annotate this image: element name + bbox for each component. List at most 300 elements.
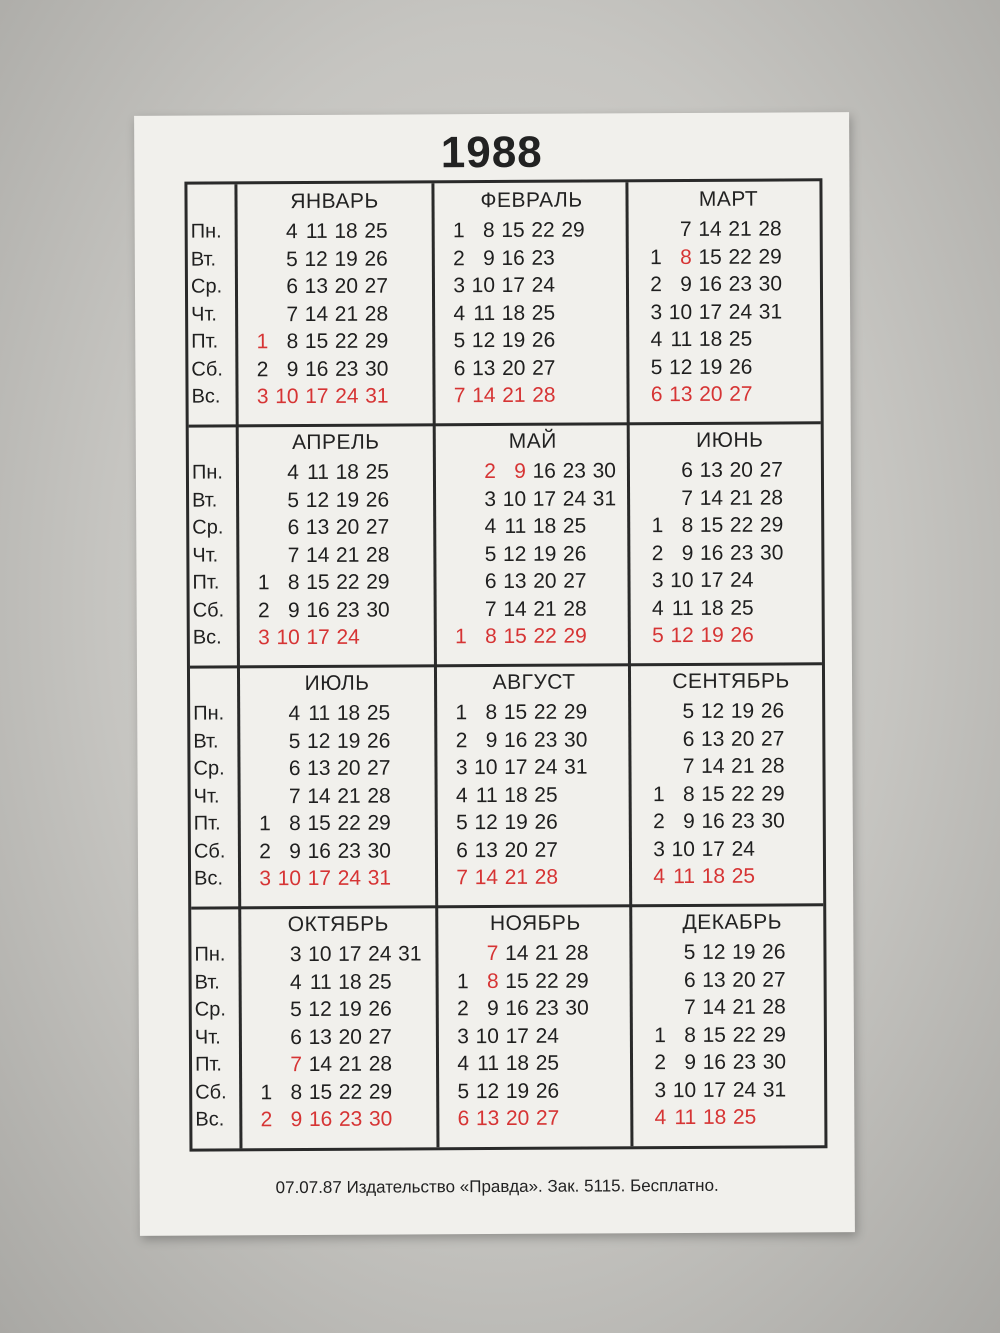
day-number: 12 — [306, 729, 331, 753]
weekday-label: Чт. — [192, 543, 219, 567]
day-number: 30 — [762, 1050, 787, 1074]
day-number: 24 — [730, 568, 754, 592]
day-number: 27 — [762, 967, 786, 992]
day-number: 5 — [683, 940, 696, 965]
day-number: 3 — [650, 300, 663, 324]
day-number: 8 — [290, 1080, 303, 1104]
day-number: 25 — [731, 864, 756, 888]
day-number: 26 — [534, 810, 558, 834]
day-number: 1 — [654, 1023, 666, 1047]
day-number: 15 — [699, 513, 724, 537]
day-number: 3 — [455, 756, 468, 780]
day-number: 8 — [681, 513, 694, 538]
day-number: 19 — [698, 355, 723, 379]
day-number: 4 — [484, 514, 497, 539]
day-number: 20 — [337, 756, 361, 780]
day-number: 12 — [700, 699, 725, 723]
day-number: 19 — [532, 542, 557, 566]
day-number: 23 — [337, 839, 361, 863]
month-block — [635, 904, 830, 1146]
day-number: 11 — [670, 327, 693, 352]
weekday-label: Вт. — [194, 970, 220, 994]
day-number: 1 — [455, 701, 468, 725]
day-number: 8 — [682, 782, 695, 806]
day-number: 4 — [654, 1106, 667, 1130]
day-number: 2 — [484, 459, 496, 484]
day-number: 30 — [364, 357, 389, 381]
day-number: 3 — [484, 487, 497, 511]
day-number: 7 — [681, 486, 694, 510]
day-number: 25 — [364, 219, 388, 243]
day-number: 13 — [700, 727, 725, 751]
day-number: 30 — [761, 809, 785, 833]
day-number: 27 — [364, 274, 389, 298]
day-number: 14 — [503, 597, 527, 621]
day-number: 5 — [286, 247, 298, 271]
day-number: 31 — [762, 1077, 787, 1102]
day-number: 24 — [335, 384, 359, 408]
day-number: 12 — [502, 542, 527, 566]
day-number: 6 — [484, 569, 497, 594]
day-number: 21 — [335, 543, 360, 567]
day-number: 26 — [366, 729, 391, 753]
day-number: 21 — [338, 1052, 363, 1076]
month-name: АПРЕЛЬ — [291, 430, 380, 455]
day-number: 31 — [367, 866, 392, 890]
day-number: 30 — [592, 459, 616, 483]
day-number: 5 — [456, 811, 468, 835]
day-number: 13 — [669, 382, 693, 407]
day-number: 30 — [563, 728, 588, 752]
day-number: 2 — [257, 598, 270, 622]
day-number: 25 — [368, 970, 392, 994]
day-number: 31 — [398, 942, 422, 966]
day-number: 18 — [504, 783, 528, 807]
day-number: 15 — [702, 1023, 726, 1047]
day-number: 16 — [699, 541, 724, 565]
day-number: 12 — [471, 328, 496, 353]
day-number: 23 — [338, 1107, 363, 1131]
day-number: 24 — [534, 755, 558, 779]
day-number: 28 — [368, 1052, 393, 1076]
day-number: 22 — [531, 218, 555, 242]
day-number: 31 — [592, 486, 617, 510]
month-block — [437, 664, 632, 906]
day-number: 12 — [702, 940, 726, 964]
day-number: 26 — [562, 542, 587, 566]
calendar-year: 1988 — [440, 127, 543, 178]
day-number: 22 — [731, 782, 755, 806]
day-number: 6 — [290, 1025, 302, 1049]
day-number: 27 — [531, 356, 556, 380]
day-number: 19 — [335, 488, 360, 512]
day-number: 22 — [334, 329, 359, 353]
day-number: 15 — [701, 782, 725, 806]
day-number: 21 — [504, 865, 529, 889]
day-number: 9 — [681, 541, 694, 565]
day-number: 11 — [309, 970, 332, 994]
month-name: СЕНТЯБРЬ — [672, 669, 790, 694]
day-number: 23 — [535, 996, 559, 1020]
month-block — [436, 423, 631, 665]
day-number: 16 — [307, 839, 331, 863]
weekday-label: Ср. — [192, 516, 224, 539]
day-number: 15 — [503, 700, 528, 724]
month-name: ИЮНЬ — [696, 428, 764, 452]
day-number: 25 — [534, 783, 558, 807]
day-number: 8 — [680, 245, 692, 269]
day-number: 4 — [455, 783, 468, 807]
day-number: 7 — [287, 543, 300, 567]
day-number: 20 — [699, 382, 723, 406]
day-number: 23 — [531, 246, 555, 270]
day-number: 15 — [304, 329, 329, 353]
day-number: 24 — [368, 942, 392, 966]
day-number: 2 — [455, 728, 468, 752]
day-number: 3 — [653, 837, 665, 861]
day-number: 1 — [452, 219, 465, 243]
day-number: 4 — [653, 865, 666, 889]
day-number: 4 — [288, 702, 301, 726]
day-number: 17 — [532, 487, 557, 511]
pocket-calendar-card — [134, 112, 855, 1236]
day-number: 29 — [758, 244, 782, 269]
weekday-label: Вс. — [195, 1108, 225, 1131]
day-number: 17 — [700, 568, 724, 592]
day-number: 20 — [338, 1025, 362, 1049]
day-number: 27 — [563, 569, 587, 593]
day-number: 8 — [289, 812, 301, 836]
day-number: 29 — [367, 811, 391, 835]
day-number: 10 — [668, 300, 693, 324]
day-number: 21 — [502, 383, 526, 407]
day-number: 28 — [761, 754, 785, 778]
day-number: 13 — [471, 356, 496, 380]
day-number: 12 — [474, 810, 498, 835]
day-number: 9 — [680, 272, 693, 297]
day-number: 22 — [729, 513, 754, 537]
day-number: 22 — [338, 1080, 363, 1104]
day-number: 3 — [453, 274, 466, 298]
day-number: 8 — [482, 218, 495, 243]
day-number: 19 — [334, 247, 358, 271]
calendar-grid — [184, 178, 827, 1151]
day-number: 7 — [484, 597, 497, 621]
day-number: 12 — [670, 623, 694, 648]
day-number: 19 — [338, 997, 362, 1021]
day-number: 25 — [562, 514, 587, 538]
day-number: 24 — [535, 1024, 559, 1048]
day-number: 8 — [485, 624, 497, 649]
day-number: 13 — [307, 756, 331, 780]
day-number: 18 — [700, 596, 724, 620]
day-number: 18 — [505, 1051, 530, 1075]
day-number: 6 — [453, 356, 466, 380]
day-number: 13 — [475, 1106, 500, 1131]
day-number: 16 — [503, 728, 528, 752]
day-number: 18 — [334, 219, 358, 243]
day-number: 2 — [651, 541, 664, 565]
day-number: 11 — [305, 219, 328, 243]
day-number: 28 — [532, 383, 556, 407]
day-number: 26 — [535, 1079, 560, 1103]
day-number: 9 — [483, 246, 495, 270]
weekday-label: Пт. — [192, 571, 220, 594]
day-number: 21 — [731, 754, 755, 778]
day-number: 10 — [471, 273, 496, 298]
day-number: 28 — [365, 543, 390, 567]
day-number: 18 — [336, 701, 361, 725]
weekday-label: Сб. — [195, 1080, 227, 1104]
day-number: 17 — [505, 1024, 529, 1048]
day-number: 31 — [564, 755, 588, 779]
day-number: 13 — [503, 569, 527, 593]
day-number: 14 — [305, 543, 330, 567]
day-number: 7 — [288, 784, 301, 808]
day-number: 20 — [730, 727, 755, 751]
weekday-label: Пн. — [190, 220, 222, 243]
day-number: 20 — [501, 356, 526, 380]
day-number: 21 — [533, 597, 557, 621]
weekday-label: Вт. — [192, 488, 218, 512]
day-number: 16 — [501, 246, 525, 270]
weekday-label: Пт. — [194, 1053, 222, 1076]
day-number: 14 — [505, 941, 529, 965]
weekday-label: Сб. — [191, 357, 223, 381]
day-number: 14 — [698, 217, 722, 241]
day-number: 26 — [531, 328, 556, 352]
day-number: 24 — [728, 300, 753, 324]
day-number: 17 — [702, 1078, 727, 1102]
day-number: 3 — [457, 1024, 469, 1048]
day-number: 6 — [650, 383, 663, 407]
day-number: 7 — [453, 384, 466, 408]
day-number: 19 — [336, 729, 361, 753]
day-number: 17 — [698, 300, 723, 324]
day-number: 9 — [289, 839, 301, 863]
day-number: 2 — [650, 273, 663, 297]
weekday-label: Сб. — [193, 839, 226, 863]
day-number: 29 — [759, 513, 784, 537]
day-number: 6 — [286, 275, 299, 299]
day-number: 17 — [501, 273, 526, 297]
day-number: 28 — [534, 865, 559, 889]
day-number: 13 — [702, 968, 726, 992]
day-number: 27 — [368, 1025, 392, 1049]
day-number: 13 — [304, 274, 329, 298]
day-number: 15 — [505, 969, 529, 993]
day-number: 24 — [562, 487, 587, 511]
day-number: 12 — [304, 247, 328, 271]
day-number: 20 — [335, 515, 360, 539]
day-number: 9 — [487, 996, 499, 1021]
day-number: 10 — [277, 867, 302, 891]
day-number: 3 — [654, 1078, 667, 1102]
day-number: 24 — [336, 625, 360, 649]
day-number: 11 — [307, 460, 330, 484]
day-number: 9 — [290, 1108, 303, 1132]
day-number: 1 — [260, 1080, 273, 1104]
day-number: 1 — [651, 514, 664, 538]
day-number: 20 — [504, 838, 528, 862]
weekday-label: Ср. — [190, 275, 223, 298]
day-number: 16 — [306, 598, 330, 622]
day-number: 8 — [287, 571, 300, 595]
day-number: 28 — [759, 485, 784, 510]
day-number: 2 — [653, 810, 665, 834]
day-number: 18 — [335, 460, 360, 484]
day-number: 30 — [366, 598, 390, 622]
month-name: ОКТЯБРЬ — [287, 912, 389, 937]
weekday-label: Ср. — [193, 757, 225, 780]
day-number: 2 — [256, 357, 269, 381]
day-number: 12 — [308, 997, 332, 1021]
day-number: 24 — [731, 837, 755, 861]
day-number: 23 — [731, 809, 755, 833]
day-number: 8 — [286, 330, 299, 354]
publisher-imprint: 07.07.87 Издательство «Правда». Зак. 5115. Бесплатно. — [275, 1175, 719, 1198]
day-number: 23 — [728, 272, 753, 296]
day-number: 24 — [732, 1078, 757, 1102]
day-number: 8 — [684, 1023, 696, 1047]
day-number: 13 — [305, 515, 330, 539]
month-name: АВГУСТ — [492, 670, 576, 695]
day-number: 30 — [367, 839, 391, 863]
month-name: МАЙ — [508, 429, 557, 453]
day-number: 4 — [650, 328, 663, 352]
day-number: 28 — [364, 302, 389, 326]
day-number: 22 — [533, 700, 558, 724]
day-number: 11 — [671, 596, 694, 620]
month-block — [438, 905, 633, 1147]
day-number: 17 — [338, 942, 362, 966]
day-number: 4 — [651, 596, 664, 620]
day-number: 12 — [475, 1079, 500, 1103]
day-number: 22 — [535, 969, 559, 993]
day-number: 19 — [504, 810, 528, 834]
day-number: 5 — [287, 488, 300, 512]
day-number: 5 — [650, 355, 663, 379]
day-number: 15 — [698, 245, 722, 269]
day-number: 14 — [308, 1052, 333, 1076]
day-number: 27 — [729, 382, 753, 406]
day-number: 17 — [701, 837, 725, 861]
day-number: 11 — [504, 514, 527, 538]
day-number: 21 — [334, 302, 359, 326]
day-number: 22 — [336, 570, 360, 594]
day-number: 11 — [673, 864, 696, 889]
day-number: 5 — [290, 998, 302, 1022]
month-block — [631, 181, 826, 423]
day-number: 4 — [457, 1052, 470, 1076]
day-number: 18 — [532, 514, 557, 538]
day-number: 26 — [364, 247, 388, 271]
day-number: 26 — [762, 940, 786, 964]
day-number: 7 — [684, 995, 696, 1020]
weekday-label: Вс. — [191, 385, 221, 408]
weekday-label: Чт. — [193, 784, 220, 808]
day-number: 29 — [563, 624, 587, 648]
day-number: 12 — [305, 488, 330, 512]
month-block — [434, 182, 629, 424]
month-name: ЯНВАРЬ — [290, 189, 379, 214]
day-number: 16 — [701, 809, 725, 833]
day-number: 14 — [307, 784, 331, 808]
day-number: 21 — [337, 784, 361, 808]
day-number: 30 — [759, 540, 784, 565]
day-number: 22 — [728, 245, 752, 269]
month-block — [240, 665, 435, 907]
day-number: 28 — [367, 784, 391, 808]
day-number: 4 — [285, 220, 298, 244]
day-number: 3 — [259, 867, 272, 891]
day-number: 29 — [561, 218, 585, 242]
day-number: 9 — [683, 809, 695, 834]
day-number: 29 — [368, 1080, 393, 1104]
day-number: 21 — [729, 486, 754, 510]
day-number: 30 — [368, 1107, 393, 1131]
day-number: 1 — [259, 812, 271, 836]
day-number: 24 — [531, 273, 556, 297]
weekday-label: Вс. — [194, 867, 224, 890]
day-number: 26 — [730, 623, 754, 647]
day-number: 28 — [762, 995, 786, 1019]
month-name: ФЕВРАЛЬ — [480, 188, 583, 213]
day-number: 2 — [654, 1051, 667, 1075]
day-number: 27 — [365, 515, 390, 539]
day-number: 27 — [759, 458, 783, 482]
day-number: 1 — [257, 571, 270, 595]
day-number: 11 — [308, 701, 331, 725]
day-number: 10 — [308, 942, 332, 966]
day-number: 3 — [651, 569, 664, 593]
day-number: 27 — [535, 1106, 560, 1130]
weekday-label: Вс. — [192, 626, 222, 649]
day-number: 23 — [334, 357, 359, 381]
month-name: ДЕКАБРЬ — [682, 910, 783, 935]
day-number: 10 — [502, 487, 527, 511]
day-number: 5 — [288, 729, 301, 753]
day-number: 23 — [336, 598, 360, 622]
day-number: 29 — [364, 329, 389, 353]
weekday-label: Ср. — [194, 998, 226, 1021]
month-block — [237, 183, 432, 425]
day-number: 18 — [501, 301, 526, 325]
day-number: 19 — [730, 699, 755, 723]
day-number: 1 — [456, 969, 469, 993]
day-number: 22 — [533, 624, 557, 648]
day-number: 17 — [305, 384, 329, 408]
day-number: 7 — [486, 941, 499, 966]
day-number: 3 — [258, 626, 270, 650]
weekday-label: Пт. — [191, 330, 219, 353]
day-number: 7 — [290, 1053, 303, 1077]
day-number: 15 — [308, 1080, 333, 1104]
day-number: 10 — [275, 385, 299, 409]
day-number: 13 — [699, 458, 723, 482]
day-number: 5 — [457, 1079, 470, 1103]
day-number: 29 — [761, 781, 785, 806]
day-number: 14 — [702, 995, 726, 1019]
day-number: 15 — [306, 570, 330, 594]
day-number: 25 — [728, 327, 753, 351]
day-number: 23 — [732, 1050, 757, 1074]
day-number: 19 — [501, 328, 526, 352]
weekday-label: Вт. — [190, 247, 217, 271]
day-number: 26 — [760, 699, 785, 723]
day-number: 27 — [760, 726, 785, 751]
day-number: 21 — [535, 941, 559, 965]
